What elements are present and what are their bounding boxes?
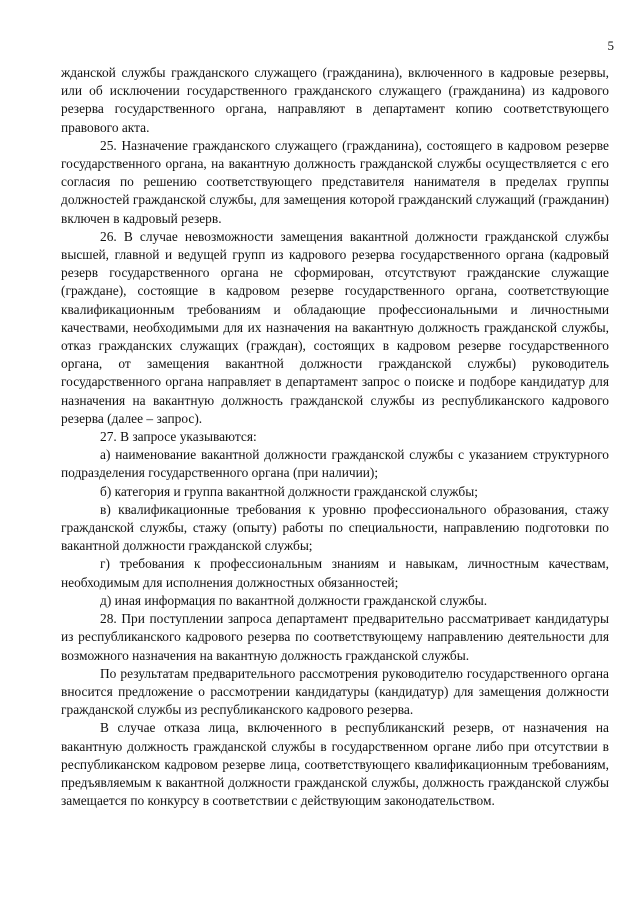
paragraph-subitem-v: в) квалификационные требования к уровню профессионального образования, стажу гражданской службы, стажу (опыту) работы по специальности, направлению подготовки по вакантной должности гражданской службы; bbox=[61, 501, 609, 554]
paragraph-subitem-b: б) категория и группа вакантной должности гражданской службы; bbox=[100, 483, 478, 499]
paragraph-subitem-d: д) иная информация по вакантной должности гражданской службы. bbox=[100, 592, 488, 608]
document-body bbox=[61, 64, 609, 810]
paragraph-subitem-a: а) наименование вакантной должности гражданской службы с указанием структурного подразделения государственного органа (при наличии); bbox=[61, 447, 609, 481]
paragraph-subitem-g: г) требования к профессиональным знаниям и навыкам, личностным качествам, необходимым для исполнения должностных обязанностей; bbox=[61, 556, 609, 590]
paragraph-item-28: 28. При поступлении запроса департамент предварительно рассматривает кандидатуры из республиканского кадрового резерва по соответствующему направлению деятельности для возможного назначения на вакантную должность гражданской службы. bbox=[61, 611, 609, 663]
paragraph-item-25: 25. Назначение гражданского служащего (гражданина), состоящего в кадровом резерве государственного органа, на вакантную должность гражданской службы осуществляется с его согласия по решению соответствующего представителя нанимателя в пределах группы должностей гражданской службы, для замещения которой гражданский служащий (гражданин) включен в кадровый резерв. bbox=[61, 137, 609, 226]
paragraph-review-results: По результатам предварительного рассмотрения руководителю государственного органа вносится предложение о рассмотрении кандидатуры (кандидатур) для замещения должности гражданской службы из республиканского кадрового резерва. bbox=[61, 665, 609, 718]
paragraph-item-26: 26. В случае невозможности замещения вакантной должности гражданской службы высшей, главной и ведущей групп из кадрового резерва государственного органа (кадровый резерв государственного органа не сформирован, отсутствуют гражданские служащие (граждане), состоящие в кадровом резерве государственного органа, соответствующие квалификационным требованиям и обладающие профессиональными и личностными качествами, необходимыми для их назначения на вакантную должность гражданской службы, отказ гражданских служащих (граждан), состоящих в кадровом резерве государственного органа, от замещения вакантной должности гражданской службы) руководитель государственного органа направляет в департамент запрос о поиске и подборе кандидатур для назначения на вакантную должность гражданской службы из республиканского кадрового резерва (далее – запрос). bbox=[61, 228, 609, 426]
paragraph-item-27: 27. В запросе указываются: bbox=[100, 429, 257, 445]
paragraph-continuation: жданской службы гражданского служащего (гражданина), включенного в кадровые резервы, или об исключении государственного гражданского служащего (гражданина) из кадрового резерва государственного органа, направляют в департамент копию соответствующего правового акта. bbox=[61, 65, 609, 135]
page-number: 5 bbox=[607, 38, 614, 53]
paragraph-refusal-case: В случае отказа лица, включенного в республиканский резерв, от назначения на вакантную должность гражданской службы в государственном органе либо при отсутствии в республиканском кадровом резерве лица, соответствующего квалификационным требованиям, предъявляемым к вакантной должности гражданской службы, должность гражданской службы замещается по конкурсу в соответствии с действующим законодательством. bbox=[61, 720, 609, 809]
